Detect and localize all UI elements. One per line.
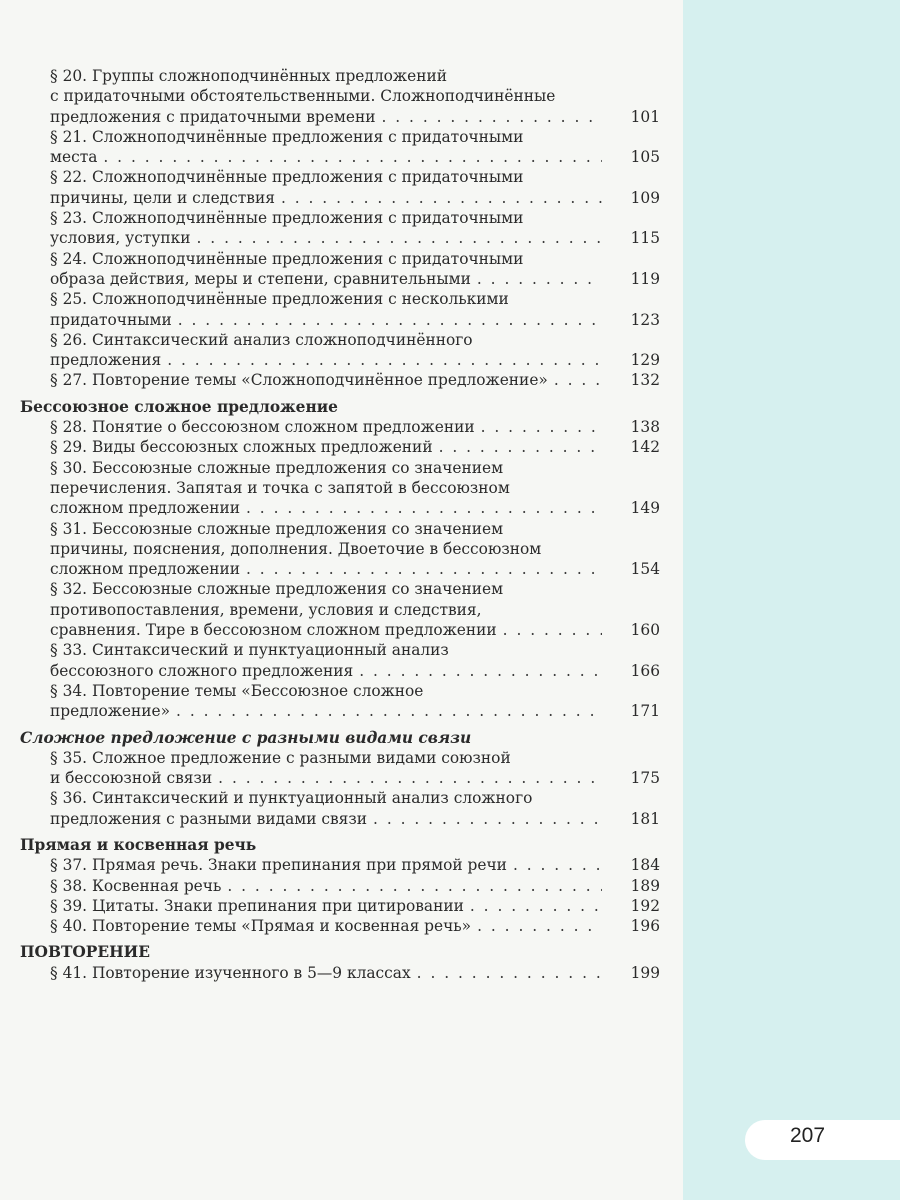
entry-page-number: 105	[630, 148, 660, 167]
entry-page-number: 160	[630, 621, 660, 640]
toc-entry[interactable]	[20, 458, 660, 519]
entry-text-line: § 40. Повторение темы «Прямая и косвенная речь»	[50, 917, 472, 936]
entry-page-number: 142	[630, 438, 660, 457]
toc-section	[20, 835, 660, 936]
toc-entry[interactable]	[20, 66, 660, 127]
entry-text-line: § 29. Виды бессоюзных сложных предложений	[50, 438, 433, 457]
entry-text-line: причины, цели и следствия	[50, 188, 275, 207]
dot-leader	[281, 188, 602, 208]
toc-entry[interactable]	[20, 963, 660, 983]
toc-section	[20, 728, 660, 829]
entry-text-line: места	[50, 148, 98, 167]
entry-page-number: 192	[630, 896, 660, 915]
toc-section	[20, 66, 660, 391]
toc-section	[20, 397, 660, 722]
entry-page-number: 181	[630, 809, 660, 828]
toc-entry[interactable]	[20, 916, 660, 936]
entry-text-line: предложения	[50, 351, 162, 370]
entry-text-line: сложном предложении	[50, 560, 240, 579]
toc-entry[interactable]	[20, 330, 660, 371]
entry-text-line: § 21. Сложноподчинённые предложения с придаточными	[50, 127, 524, 146]
toc-entry[interactable]	[20, 249, 660, 290]
dot-leader	[417, 963, 602, 983]
dot-leader	[227, 876, 602, 896]
dot-leader	[246, 498, 602, 518]
entry-text-line: § 20. Группы сложноподчинённых предложений	[50, 67, 447, 85]
toc-entry[interactable]	[20, 417, 660, 437]
entry-text-line: § 41. Повторение изученного в 5—9 классах	[50, 963, 411, 982]
entry-text-line: § 33. Синтаксический и пунктуационный анализ	[50, 641, 449, 660]
toc-entry[interactable]	[20, 437, 660, 457]
entry-page-number: 199	[630, 963, 660, 982]
entry-text-line: и бессоюзной связи	[50, 769, 213, 788]
entry-text-line: § 24. Сложноподчинённые предложения с придаточными	[50, 249, 524, 268]
dot-leader	[197, 228, 602, 248]
dot-leader	[481, 417, 602, 437]
entry-text-line: § 36. Синтаксический и пунктуационный анализ сложного	[50, 789, 533, 808]
section-title: Прямая и косвенная речь	[20, 835, 257, 854]
dot-leader	[477, 916, 602, 936]
toc-entry[interactable]	[20, 289, 660, 330]
dot-leader	[477, 269, 602, 289]
toc-entry[interactable]	[20, 370, 660, 390]
toc-section	[20, 942, 660, 983]
dot-leader	[167, 350, 602, 370]
entry-text-line: перечисления. Запятая и точка с запятой в бессоюзном	[50, 478, 510, 497]
entry-text-line: § 34. Повторение темы «Бессоюзное сложное	[50, 681, 424, 700]
entry-text-line: противопоставления, времени, условия и следствия,	[50, 600, 482, 619]
entry-page-number: 101	[630, 107, 660, 126]
entry-page-number: 196	[630, 917, 660, 936]
section-title: ПОВТОРЕНИЕ	[20, 943, 150, 962]
toc-entry[interactable]	[20, 788, 660, 829]
entry-page-number: 132	[630, 371, 660, 390]
entry-text-line: условия, уступки	[50, 229, 191, 248]
entry-text-line: сложном предложении	[50, 499, 240, 518]
entry-text-line: § 38. Косвенная речь	[50, 876, 222, 895]
entry-page-number: 166	[630, 661, 660, 680]
toc-entry[interactable]	[20, 640, 660, 681]
entry-text-line: придаточными	[50, 310, 172, 329]
dot-leader	[103, 147, 602, 167]
dot-leader	[359, 661, 602, 681]
section-title: Бессоюзное сложное предложение	[20, 397, 338, 416]
entry-text-line: бессоюзного сложного предложения	[50, 661, 354, 680]
entry-page-number: 123	[630, 310, 660, 329]
entry-text-line: предложения с разными видами связи	[50, 809, 368, 828]
entry-page-number: 119	[630, 269, 660, 288]
entry-text-line: предложение»	[50, 702, 171, 721]
section-title: Сложное предложение с разными видами связи	[20, 728, 472, 747]
entry-page-number: 149	[630, 499, 660, 518]
dot-leader	[178, 310, 602, 330]
dot-leader	[176, 701, 602, 721]
toc-entry[interactable]	[20, 876, 660, 896]
entry-text-line: § 26. Синтаксический анализ сложноподчинённого	[50, 330, 473, 349]
table-of-contents	[20, 66, 660, 983]
toc-entry[interactable]	[20, 855, 660, 875]
dot-leader	[503, 620, 602, 640]
dot-leader	[439, 437, 602, 457]
entry-text-line: § 30. Бессоюзные сложные предложения со значением	[50, 458, 504, 477]
entry-page-number: 115	[630, 229, 660, 248]
entry-text-line: § 25. Сложноподчинённые предложения с несколькими	[50, 290, 509, 309]
entry-text-line: § 22. Сложноподчинённые предложения с придаточными	[50, 168, 524, 187]
entry-text-line: § 28. Понятие о бессоюзном сложном предложении	[50, 418, 475, 437]
dot-leader	[470, 896, 602, 916]
entry-page-number: 184	[630, 856, 660, 875]
entry-text-line: образа действия, меры и степени, сравнительными	[50, 269, 471, 288]
entry-text-line: § 27. Повторение темы «Сложноподчинённое предложение»	[50, 371, 548, 390]
dot-leader	[554, 370, 602, 390]
entry-text-line: § 32. Бессоюзные сложные предложения со значением	[50, 580, 504, 599]
page-number: 207	[790, 1124, 826, 1147]
entry-page-number: 175	[630, 769, 660, 788]
toc-entry[interactable]	[20, 579, 660, 640]
entry-text-line: предложения с придаточными времени	[50, 107, 376, 126]
entry-page-number: 138	[630, 418, 660, 437]
dot-leader	[246, 559, 602, 579]
entry-page-number: 129	[630, 351, 660, 370]
dot-leader	[381, 107, 602, 127]
entry-page-number: 189	[630, 876, 660, 895]
toc-entry[interactable]	[20, 519, 660, 580]
entry-text-line: § 23. Сложноподчинённые предложения с придаточными	[50, 209, 524, 228]
entry-text-line: § 37. Прямая речь. Знаки препинания при прямой речи	[50, 856, 507, 875]
toc-entry[interactable]	[20, 127, 660, 168]
toc-entry[interactable]	[20, 681, 660, 722]
entry-text-line: с придаточными обстоятельственными. Сложноподчинённые	[50, 87, 556, 106]
dot-leader	[218, 768, 602, 788]
toc-entry[interactable]	[20, 208, 660, 249]
side-margin-band	[683, 0, 900, 1200]
dot-leader	[513, 855, 602, 875]
toc-entry[interactable]	[20, 167, 660, 208]
entry-text-line: сравнения. Тире в бессоюзном сложном предложении	[50, 621, 497, 640]
entry-text-line: § 35. Сложное предложение с разными видами союзной	[50, 748, 511, 767]
toc-entry[interactable]	[20, 748, 660, 789]
toc-entry[interactable]	[20, 896, 660, 916]
entry-page-number: 154	[630, 560, 660, 579]
entry-text-line: § 31. Бессоюзные сложные предложения со значением	[50, 519, 504, 538]
dot-leader	[373, 809, 602, 829]
entry-text-line: § 39. Цитаты. Знаки препинания при цитировании	[50, 896, 464, 915]
entry-page-number: 109	[630, 188, 660, 207]
entry-page-number: 171	[630, 702, 660, 721]
entry-text-line: причины, пояснения, дополнения. Двоеточие в бессоюзном	[50, 539, 542, 558]
